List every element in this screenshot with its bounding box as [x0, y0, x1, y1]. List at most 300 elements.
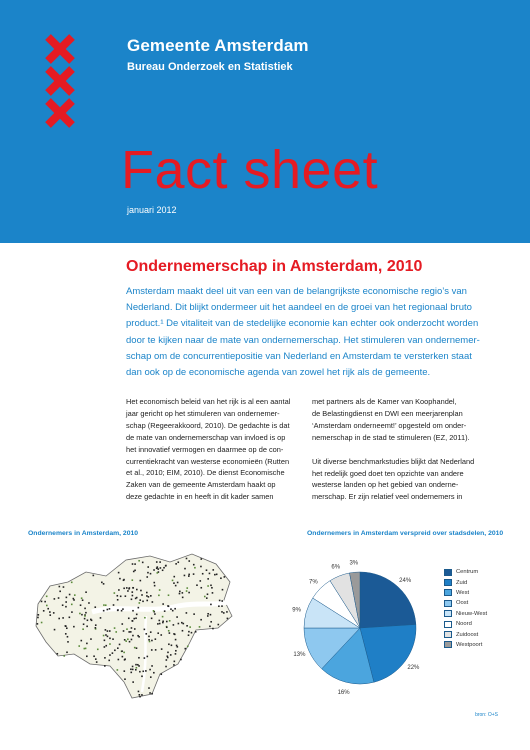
map-dot — [63, 586, 65, 588]
map-dot — [174, 634, 176, 636]
map-dot — [79, 613, 81, 615]
map-dot — [107, 609, 109, 611]
map-dot — [145, 670, 147, 672]
map-dot — [162, 603, 164, 605]
map-dot — [124, 678, 126, 680]
map-dot — [162, 616, 164, 618]
map-dot — [118, 589, 120, 591]
map-dot — [58, 618, 60, 620]
pie-slice-label: 13% — [293, 652, 306, 659]
map-dot — [186, 612, 188, 614]
legend-swatch — [444, 579, 452, 586]
map-dot — [132, 681, 134, 683]
map-dot — [62, 617, 64, 619]
map-dot — [130, 631, 132, 633]
map-dot — [84, 618, 86, 620]
body-line: ‘Amsterdam onderneemt!’ opgesteld om onder- — [312, 420, 467, 430]
map-dot — [165, 666, 167, 668]
legend-item — [444, 629, 487, 639]
map-dot — [221, 611, 223, 613]
map-dot — [157, 632, 159, 634]
map-dot — [145, 633, 147, 635]
map-dot — [186, 625, 188, 627]
map-dot — [160, 567, 162, 569]
legend-item — [444, 609, 487, 619]
map-dot — [65, 625, 67, 627]
map-dot — [150, 595, 152, 597]
map-dot — [152, 601, 154, 603]
map-dot — [150, 676, 152, 678]
map-dot — [155, 638, 157, 640]
map-dot — [167, 605, 169, 607]
map-dot — [134, 647, 136, 649]
pie-legend — [444, 567, 487, 650]
map-dot — [140, 590, 142, 592]
map-dot — [131, 627, 133, 629]
map-dot — [117, 595, 119, 597]
map-dot — [220, 577, 222, 579]
map-dot — [46, 605, 48, 607]
map-dot — [141, 594, 143, 596]
map-dot — [132, 620, 134, 622]
map-dot — [149, 641, 151, 643]
body-line: westerse landen op het gebied van onderne- — [312, 480, 459, 490]
map-dot — [167, 652, 169, 654]
map-dot — [182, 597, 184, 599]
map-dot — [124, 670, 126, 672]
map-dot — [136, 597, 138, 599]
map-dot — [210, 614, 212, 616]
legend-label: Noord — [456, 621, 472, 628]
map-dot — [146, 576, 148, 578]
legend-swatch — [444, 600, 452, 607]
map-dot — [142, 670, 144, 672]
map-dot — [146, 592, 148, 594]
legend-label: Zuid — [456, 579, 468, 586]
map-dot — [176, 616, 178, 618]
map-dot — [71, 582, 73, 584]
map-dot — [159, 589, 161, 591]
map-dot — [155, 649, 157, 651]
map-dot — [184, 568, 186, 570]
body-line: met partners als de Kamer van Koophandel, — [312, 397, 457, 406]
map-dot — [136, 614, 138, 616]
map-dot — [131, 639, 133, 641]
map-dot — [84, 648, 86, 650]
map-dot — [109, 638, 111, 640]
map-dot — [172, 580, 174, 582]
map-dot — [113, 604, 115, 606]
legend-item — [444, 588, 487, 598]
map-dot — [199, 626, 201, 628]
map-dot — [216, 574, 218, 576]
legend-swatch — [444, 631, 452, 638]
map-dot — [159, 623, 161, 625]
map-dot — [218, 605, 220, 607]
map-dot — [114, 627, 116, 629]
map-dot — [123, 652, 125, 654]
map-dot — [44, 601, 46, 603]
map-dot — [207, 593, 209, 595]
map-dot — [148, 687, 150, 689]
map-dot — [175, 653, 177, 655]
header-band — [0, 0, 530, 243]
map-dot — [178, 623, 180, 625]
map-dot — [128, 631, 130, 633]
map-dot — [88, 602, 90, 604]
map-dot — [193, 573, 195, 575]
map-dot — [123, 630, 125, 632]
map-dot — [94, 606, 96, 608]
intro-line: door te kijken naar de mate van ondernemerschap. Het stimuleren van ondernemer- — [126, 334, 480, 346]
map-dot — [156, 572, 158, 574]
map-dot — [46, 596, 48, 598]
map-dot — [140, 580, 142, 582]
map-dot — [132, 579, 134, 581]
map-dot — [138, 560, 140, 562]
map-dot — [81, 614, 83, 616]
map-dot — [173, 582, 175, 584]
map-dot — [223, 612, 225, 614]
map-dot — [105, 604, 107, 606]
pie-slice-label: 7% — [308, 579, 318, 586]
map-dot — [114, 592, 116, 594]
map-dot — [200, 587, 202, 589]
map-dot — [69, 617, 71, 619]
map-dot — [54, 629, 56, 631]
doc-type-title: Fact sheet — [121, 140, 379, 200]
map-dot — [109, 643, 111, 645]
map-dot — [209, 626, 211, 628]
map-dot — [65, 606, 67, 608]
map-dot — [54, 598, 56, 600]
body-line: schap (Regeerakkoord, 2010). De gedachte is dat — [126, 420, 290, 430]
map-dot — [82, 628, 84, 630]
map-dot — [154, 585, 156, 587]
legend-label: Westpoort — [456, 641, 483, 648]
map-dot — [151, 693, 153, 695]
map-dot — [188, 634, 190, 636]
map-dot — [132, 595, 134, 597]
map-dot — [126, 587, 128, 589]
body-line: de mate van ondernemerschap van invloed is op — [126, 432, 286, 442]
map-dot — [37, 617, 39, 619]
map-dot — [142, 562, 144, 564]
map-dot — [153, 610, 155, 612]
map-dot — [207, 615, 209, 617]
map-dot — [176, 645, 178, 647]
map-dot — [168, 643, 170, 645]
body-line: het innovatief vermogen en daarmee op de con- — [126, 444, 284, 454]
body-line: currentiekracht van westerse economieën (Rutten — [126, 456, 290, 466]
map-dot — [173, 664, 175, 666]
map-dot — [210, 585, 212, 587]
org-title: Gemeente Amsterdam — [127, 36, 309, 55]
map-dot — [160, 634, 162, 636]
map-dot — [175, 650, 177, 652]
map-dot — [65, 633, 67, 635]
map-dot — [78, 645, 80, 647]
map-dot — [57, 653, 59, 655]
map-dot — [204, 596, 206, 598]
map-dot — [146, 595, 148, 597]
map-dot — [186, 558, 188, 560]
map-dot — [222, 589, 224, 591]
map-dot — [124, 639, 126, 641]
map-dot — [95, 658, 97, 660]
map-dot — [164, 610, 166, 612]
map-dot — [66, 651, 68, 653]
map-dot — [186, 587, 188, 589]
map-dot — [195, 631, 197, 633]
map-dot — [121, 623, 123, 625]
map-dot — [93, 575, 95, 577]
map-dot — [172, 610, 174, 612]
article-title: Ondernemerschap in Amsterdam, 2010 — [126, 258, 423, 275]
map-dot — [130, 672, 132, 674]
pie-chart — [280, 550, 450, 695]
map-dot — [84, 608, 86, 610]
map-dot — [91, 620, 93, 622]
source-note: bron: O+S — [475, 712, 498, 718]
map-dot — [131, 591, 133, 593]
map-dot — [159, 620, 161, 622]
map-dot — [123, 579, 125, 581]
map-dot — [128, 617, 130, 619]
map-dot — [108, 660, 110, 662]
map-dot — [147, 566, 149, 568]
map-dot — [175, 563, 177, 565]
map-dot — [188, 560, 190, 562]
map-dot — [133, 618, 135, 620]
map-dot — [168, 630, 170, 632]
map-dot — [162, 569, 164, 571]
body-line: jaar gericht op het stimuleren van ondernemer- — [126, 408, 280, 418]
map-dot — [148, 636, 150, 638]
legend-label: Zuidoost — [456, 631, 479, 638]
legend-swatch — [444, 589, 452, 596]
map-dot — [166, 626, 168, 628]
body-line: de Belastingdienst en DWI een meerjarenplan — [312, 408, 463, 418]
map-dot — [200, 566, 202, 568]
map-dot — [218, 624, 220, 626]
map-dot — [187, 645, 189, 647]
map-dot — [221, 605, 223, 607]
map-dot — [112, 638, 114, 640]
map-dot — [41, 622, 43, 624]
map-dot — [38, 614, 40, 616]
map-dot — [103, 583, 105, 585]
map-dot — [168, 594, 170, 596]
map-dot — [182, 592, 184, 594]
map-dot — [169, 620, 171, 622]
map-dot — [132, 666, 134, 668]
publication-date: januari 2012 — [127, 205, 177, 215]
legend-swatch — [444, 641, 452, 648]
map-dot — [126, 628, 128, 630]
map-dot — [84, 615, 86, 617]
map-dot — [115, 631, 117, 633]
map-dot — [66, 627, 68, 629]
map-dot — [109, 654, 111, 656]
map-dot — [86, 626, 88, 628]
body-line: het redelijk goed doet ten opzichte van andere — [312, 468, 464, 478]
map-dot — [82, 599, 84, 601]
map-dot — [103, 635, 105, 637]
map-dot — [211, 587, 213, 589]
map-dot — [189, 626, 191, 628]
map-dot — [59, 586, 61, 588]
body-line: et al., 2010; EIM, 2010). De dienst Economische — [126, 468, 285, 478]
map-dot — [95, 624, 97, 626]
map-dot — [104, 665, 106, 667]
body-column-left — [126, 396, 308, 503]
map-dot — [124, 659, 126, 661]
map-dot — [196, 584, 198, 586]
map-dot — [109, 608, 111, 610]
body-line: nemerschap in de stad te stimuleren (EZ, 2011). — [312, 432, 470, 442]
map-dot — [132, 669, 134, 671]
map-dot — [135, 617, 137, 619]
map-dot — [129, 587, 131, 589]
legend-swatch — [444, 621, 452, 628]
map-dot — [153, 582, 155, 584]
map-dot — [80, 640, 82, 642]
map-dot — [117, 647, 119, 649]
map-dot — [157, 623, 159, 625]
body-line: merschap. Er zijn relatief veel ondernemers in — [312, 492, 463, 502]
map-dot — [85, 591, 87, 593]
intro-line: schap om de concurrentiepositie van Nederland en Amsterdam te versterken staat — [126, 350, 472, 362]
map-dot — [117, 669, 119, 671]
map-dot — [139, 696, 141, 698]
map-dot — [148, 639, 150, 641]
org-subtitle: Bureau Onderzoek en Statistiek — [127, 61, 293, 73]
map-dot — [160, 673, 162, 675]
map-dot — [43, 610, 45, 612]
map-dot — [177, 582, 179, 584]
map-dot — [173, 576, 175, 578]
legend-item — [444, 567, 487, 577]
intro-line: dan ook op de economische agenda van zowel het rijk als de gemeente. — [126, 367, 431, 379]
map-dot — [138, 607, 140, 609]
map-dot — [177, 646, 179, 648]
map-dot — [83, 623, 85, 625]
map-dot — [137, 635, 139, 637]
map-dot — [212, 592, 214, 594]
map-dot — [214, 574, 216, 576]
map-dot — [73, 598, 75, 600]
map-dot — [173, 624, 175, 626]
legend-label: Centrum — [456, 569, 479, 576]
map-dot — [212, 628, 214, 630]
map-dot — [154, 613, 156, 615]
legend-label: Nieuw-West — [456, 610, 488, 617]
map-dot — [85, 612, 87, 614]
map-dot — [142, 601, 144, 603]
intro-line: Amsterdam maakt deel uit van een van de belangrijkste economische regio’s van — [126, 286, 467, 297]
body-line: Het economisch beleid van het rijk is al een aantal — [126, 397, 291, 406]
map-dot — [151, 618, 153, 620]
map-dot — [120, 595, 122, 597]
legend-item — [444, 619, 487, 629]
map-dot — [37, 623, 39, 625]
map-dot — [212, 569, 214, 571]
map-dot — [67, 636, 69, 638]
map-dot — [127, 590, 129, 592]
map-dot — [109, 630, 111, 632]
map-dot — [146, 656, 148, 658]
map-dot — [63, 655, 65, 657]
map-dot — [188, 592, 190, 594]
map-dot — [81, 597, 83, 599]
map-dot — [71, 604, 73, 606]
pie-slice-label: 9% — [292, 607, 301, 614]
map-dot — [149, 669, 151, 671]
map-dot — [158, 595, 160, 597]
pie-slice-label: 16% — [337, 689, 350, 695]
map-dot — [163, 567, 165, 569]
map-dot — [153, 569, 155, 571]
intro-line: product.¹ De vitaliteit van de stedelijke economie kan echter ook onderzocht worden — [126, 318, 479, 330]
map-dot — [47, 608, 49, 610]
map-dot — [184, 575, 186, 577]
map-dot — [156, 567, 158, 569]
map-dot — [129, 641, 131, 643]
map-dot — [159, 561, 161, 563]
body-column-right — [312, 396, 494, 503]
map-dot — [209, 573, 211, 575]
map-dot — [202, 573, 204, 575]
map-dot — [114, 649, 116, 651]
map-dot — [122, 608, 124, 610]
legend-item — [444, 640, 487, 650]
legend-item — [444, 577, 487, 587]
map-dot — [41, 601, 43, 603]
map-dot — [153, 672, 155, 674]
map-dot — [180, 659, 182, 661]
map-dot — [170, 608, 172, 610]
map-dot — [200, 558, 202, 560]
map-dot — [139, 671, 141, 673]
map-dot — [179, 593, 181, 595]
map-dot — [156, 561, 158, 563]
map-dot — [97, 649, 99, 651]
map-dot — [139, 602, 141, 604]
map-dot — [118, 572, 120, 574]
map-dot — [170, 654, 172, 656]
legend-swatch — [444, 610, 452, 617]
map-dot — [175, 585, 177, 587]
map-dot — [146, 600, 148, 602]
map-dot — [59, 591, 61, 593]
map-dot — [117, 599, 119, 601]
legend-label: West — [456, 589, 470, 596]
map-dot — [151, 649, 153, 651]
map-dot — [207, 613, 209, 615]
map-dot — [132, 635, 134, 637]
map-dot — [119, 644, 121, 646]
map-dot — [200, 619, 202, 621]
map-dot — [122, 656, 124, 658]
map-dot — [165, 565, 167, 567]
map-dot — [227, 618, 229, 620]
map-dot — [86, 655, 88, 657]
map-dot — [107, 630, 109, 632]
map-dot — [118, 659, 120, 661]
map-dot — [139, 599, 141, 601]
map-dot — [150, 631, 152, 633]
